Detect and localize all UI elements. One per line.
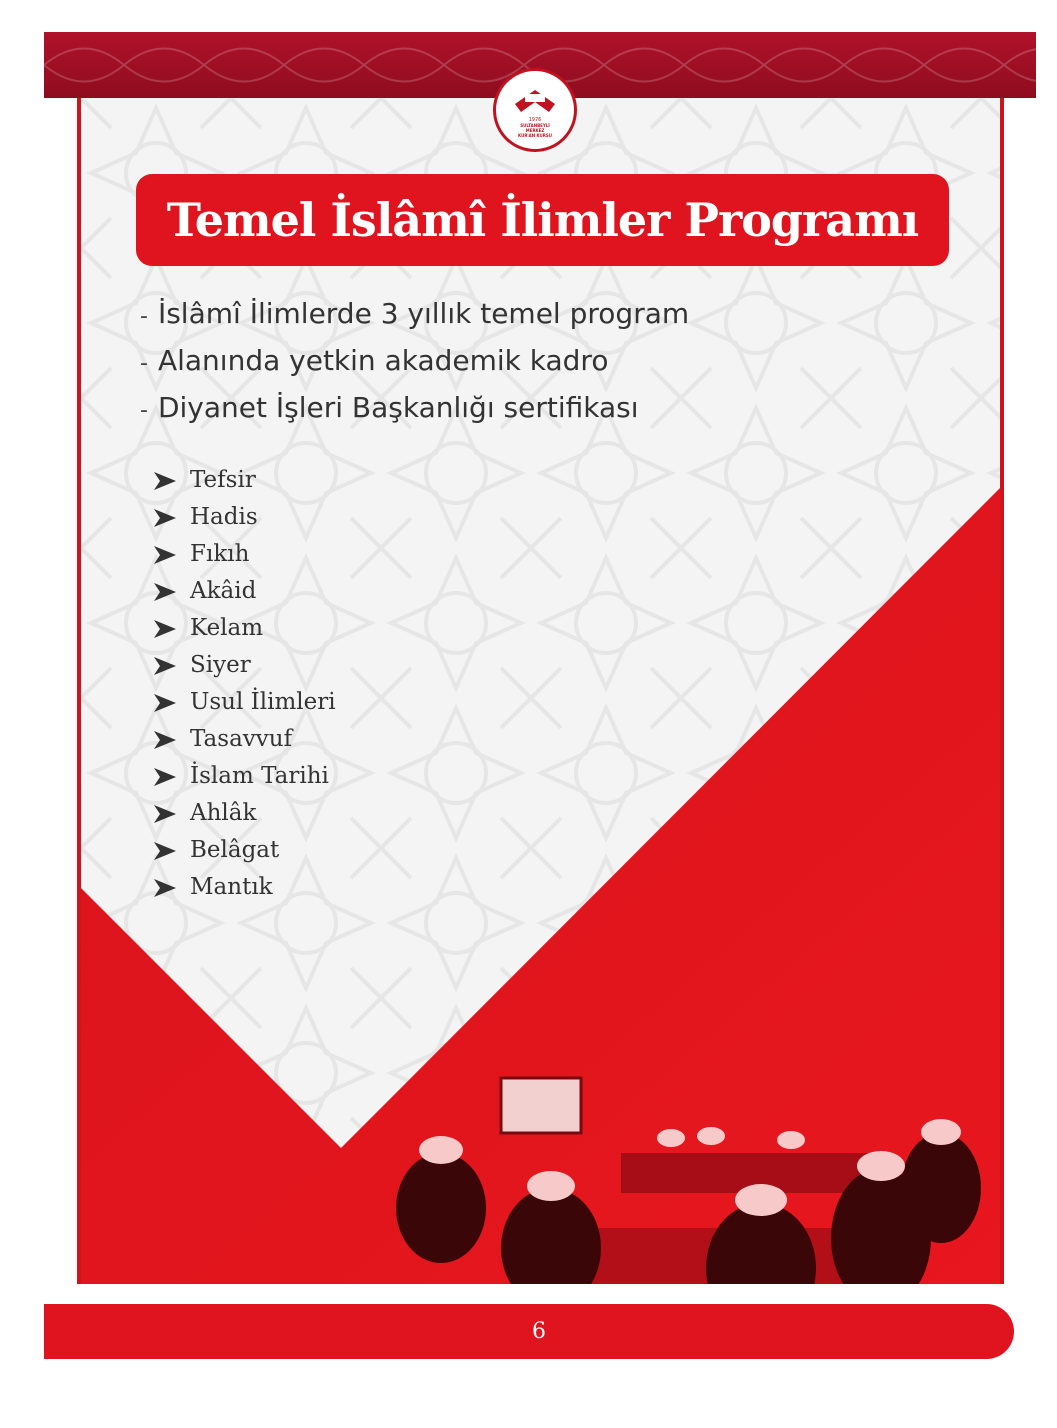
arrowhead-icon [154, 805, 176, 823]
dash-icon: - [140, 304, 148, 329]
logo-line-1: SULTANBEYLİ [520, 123, 550, 128]
feature-text: Alanında yetkin akademik kadro [157, 344, 609, 377]
arrowhead-icon [154, 879, 176, 897]
subject-item [154, 795, 336, 832]
feature-item [140, 341, 689, 388]
subject-item [154, 499, 336, 536]
subject-label: Usul İlimleri [190, 689, 336, 715]
subject-label: İslam Tarihi [190, 763, 329, 789]
feature-item [140, 294, 689, 341]
subject-item [154, 610, 336, 647]
subject-item [154, 684, 336, 721]
title-banner [136, 174, 949, 266]
subject-item [154, 536, 336, 573]
classroom-photo [321, 1058, 1001, 1284]
subject-item [154, 869, 336, 906]
arrowhead-icon [154, 842, 176, 860]
subject-item [154, 758, 336, 795]
feature-list [140, 294, 689, 435]
feature-item [140, 388, 689, 435]
subject-label: Kelam [190, 615, 264, 641]
institution-logo [493, 68, 577, 152]
subject-label: Tasavvuf [190, 726, 293, 752]
logo-year: 1976 [528, 117, 542, 123]
logo-emblem-icon [503, 78, 567, 142]
logo-line-2: MERKEZ [525, 128, 545, 133]
subject-item [154, 462, 336, 499]
subject-label: Ahlâk [190, 800, 257, 826]
arrowhead-icon [154, 472, 176, 490]
subject-item [154, 832, 336, 869]
page-number: 6 [532, 1319, 546, 1344]
arrowhead-icon [154, 768, 176, 786]
arrowhead-icon [154, 546, 176, 564]
subject-item [154, 647, 336, 684]
subject-label: Belâgat [190, 837, 280, 863]
dash-icon: - [140, 398, 148, 423]
page-title: Temel İslâmî İlimler Programı [166, 193, 919, 247]
dash-icon: - [140, 351, 148, 376]
subject-item [154, 721, 336, 758]
arrowhead-icon [154, 583, 176, 601]
arrowhead-icon [154, 731, 176, 749]
subject-label: Tefsir [190, 467, 256, 493]
feature-text: Diyanet İşleri Başkanlığı sertifikası [157, 391, 639, 424]
subject-label: Hadis [190, 504, 258, 530]
subject-label: Akâid [190, 578, 257, 604]
subject-list [154, 462, 336, 906]
feature-text: İslâmî İlimlerde 3 yıllık temel program [157, 297, 690, 330]
brochure-page [44, 32, 1036, 1402]
arrowhead-icon [154, 657, 176, 675]
arrowhead-icon [154, 694, 176, 712]
subject-label: Siyer [190, 652, 251, 678]
subject-label: Mantık [190, 874, 273, 900]
arrowhead-icon [154, 620, 176, 638]
subject-label: Fıkıh [190, 541, 250, 567]
logo-line-3: KUR'AN KURSU [518, 133, 552, 138]
subject-item [154, 573, 336, 610]
arrowhead-icon [154, 509, 176, 527]
footer-band [44, 1304, 1014, 1359]
